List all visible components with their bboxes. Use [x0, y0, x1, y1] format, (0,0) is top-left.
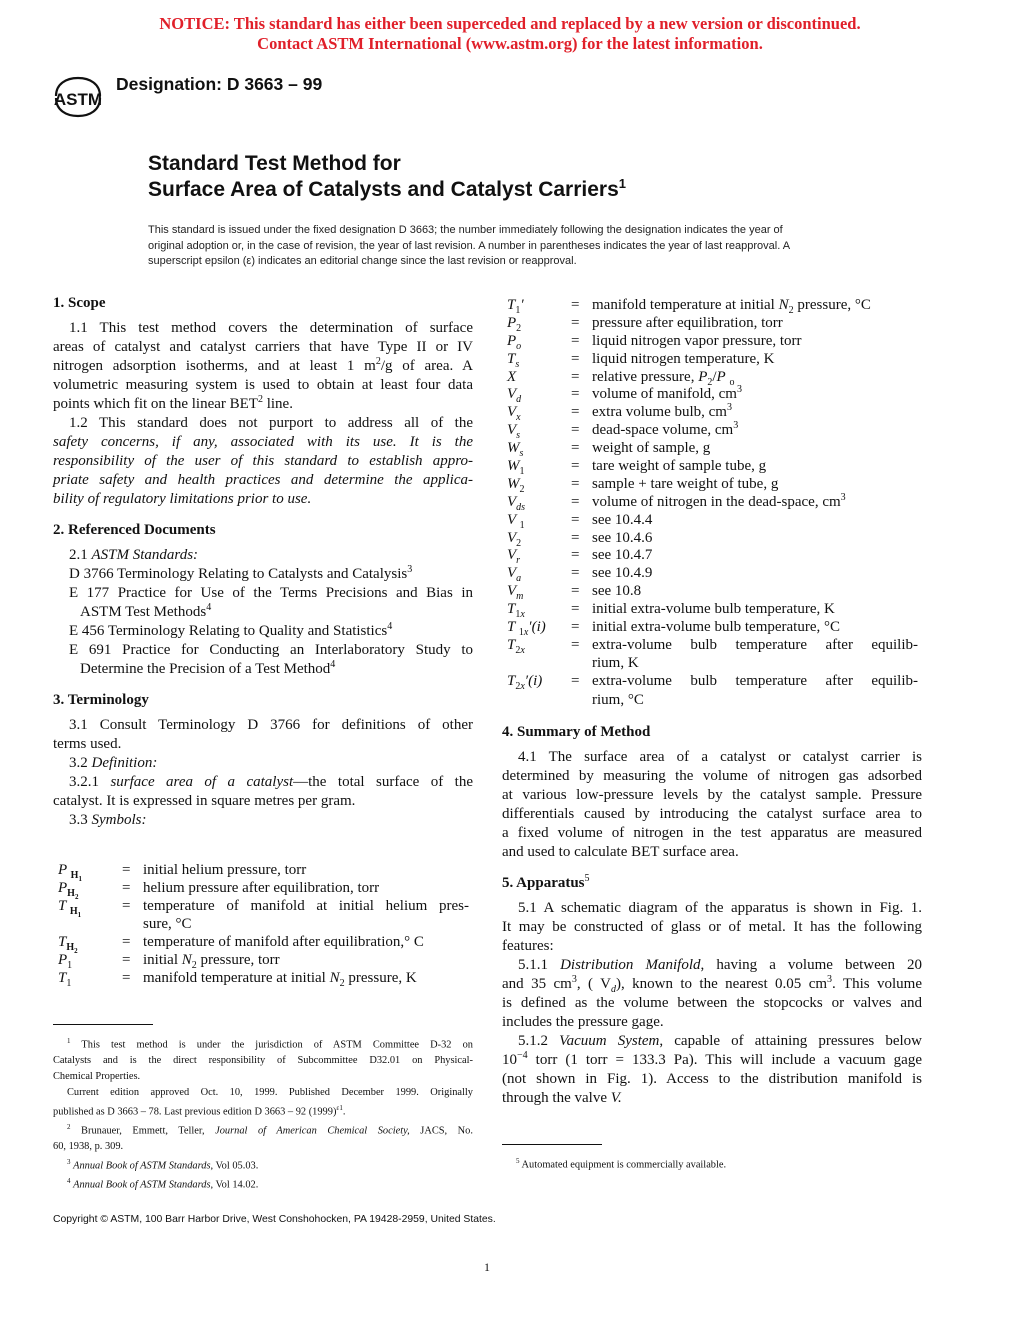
symbol-row: $V_r$ = see 10.4.7: [507, 547, 653, 567]
footnote-line: $^1$ This test method is under the jurisdiction of ASTM Committee D-32 on: [67, 1037, 473, 1051]
footnote-line: published as D 3663 – 78. Last previous edition D 3663 – 92 $(1999)^{\varepsilon 1}$.: [53, 1103, 346, 1118]
page-number: 1: [484, 1260, 490, 1274]
apparatus-line: through the valve V.: [502, 1089, 622, 1106]
symbol-row: T $_{1x}$′(i) = initial extra-volume bulb temperature, °C: [507, 619, 841, 639]
scope-line: nitrogen adsorption isotherms, and at least 1 $m^2/g$ of area. A: [53, 356, 474, 374]
reference-item: E 177 Practice for Use of the Terms Precisions and Bias in: [69, 585, 473, 601]
apparatus-line: includes the pressure gage.: [502, 1013, 664, 1030]
apparatus-line: is defined as the volume between the stopcocks or valves and: [502, 994, 922, 1011]
issuance-note: [148, 223, 838, 270]
symbol-row: T $_{H_1}$ = temperature of manifold at initial helium pres-: [58, 898, 469, 919]
symbol-row: $T_{H_2}$ = temperature of manifold after equilibration,° C: [58, 934, 424, 955]
terminology-line: 3.2.1 surface area of a catalyst—the total surface of the: [69, 774, 474, 790]
symbol-row: sure, °C: [143, 916, 192, 932]
terminology-line: 3.2 Definition:: [69, 755, 158, 771]
footnote-line: Current edition approved Oct. 10, 1999. Published December 1999. Originally: [67, 1086, 473, 1098]
footnote-rule: [53, 1024, 153, 1025]
section-heading-referenced: 2. Referenced Documents: [53, 522, 216, 538]
summary-line: determined by measuring the volume of nitrogen gas adsorbed: [502, 767, 922, 784]
terminology-line: 3.1 Consult Terminology D 3766 for definitions of other: [69, 717, 473, 733]
symbol-row: $T_{2x}'(i)$ = extra-volume bulb temperature after equilib-: [507, 672, 918, 692]
scope-line: points which fit on the linear BET$^2$ line.: [53, 394, 293, 412]
scope-line: 1.1 This test method covers the determination of surface: [69, 320, 473, 336]
section-heading-summary: 4. Summary of Method: [502, 723, 651, 740]
symbol-row: $T_{2x}$ = extra-volume bulb temperature after equilib-: [507, 636, 918, 656]
apparatus-line: features:: [502, 937, 554, 954]
footnotes-left: [53, 1034, 473, 1194]
reference-item: Determine the Precision of a Test Method$^4$: [80, 659, 336, 677]
footnote-line: Catalysts and is the direct responsibility of Subcommittee D32.01 on Physical-: [53, 1055, 473, 1067]
section-heading-terminology: 3. Terminology: [53, 692, 149, 708]
symbol-row: $V_s$ = dead-space volume, $cm^3$: [507, 420, 739, 442]
footnote-line: Chemical Properties.: [53, 1071, 141, 1083]
footnote-line: $^4$ Annual Book of ASTM Standards, Vol 14.02.: [67, 1177, 259, 1191]
astm-logo-lettering: ASTM: [53, 90, 103, 109]
apparatus-line: 5.1.2 Vacuum System, capable of attaining pressures below: [518, 1032, 922, 1049]
reference-item: ASTM Test Methods$^4$: [80, 602, 212, 620]
symbol-row: $W_s$ = weight of sample, g: [507, 440, 711, 460]
reference-item: E 691 Practice for Conducting an Interlaboratory Study to: [69, 642, 473, 658]
title-footnote-mark: 1: [618, 176, 626, 191]
symbol-row: $V_x$ = extra volume bulb, $cm^3$: [507, 402, 732, 424]
footnote-line: $^5$ Automated equipment is commercially available.: [516, 1157, 727, 1171]
symbol-row: X = relative pressure, $P_2/P$ $_o$: [507, 368, 735, 388]
apparatus-line: (not shown in Fig. 1). Access to the distribution manifold is: [502, 1070, 922, 1087]
symbol-row: V $_1$ = see 10.4.4: [507, 511, 653, 531]
section-heading-apparatus: 5. Apparatus$^5$: [502, 872, 590, 891]
notice-line-1: NOTICE: This standard has either been superceded and replaced by a new version or discontinued.: [159, 14, 861, 33]
footnote-line: $^3$ Annual Book of ASTM Standards, Vol 05.03.: [67, 1157, 259, 1172]
terminology-line: 3.3 Symbols:: [69, 812, 147, 828]
reference-item: E 456 Terminology Relating to Quality and Statistics$^4$: [69, 621, 393, 639]
apparatus-line: 5.1.1 Distribution Manifold, having a volume between 20: [518, 956, 923, 973]
referenced-sub: 2.1 ASTM Standards:: [69, 547, 199, 563]
notice-banner: [0, 14, 1020, 54]
summary-line: 4.1 The surface area of a catalyst or catalyst carrier is: [518, 748, 922, 765]
symbol-row: $V_d$ = volume of manifold, $cm^3$: [507, 384, 742, 406]
symbol-row: rium, °C: [592, 691, 644, 708]
scope-line: volumetric measuring system is used to obtain at least four data: [53, 377, 473, 393]
scope-line: 1.2 This standard does not purport to address all of the: [69, 415, 473, 431]
symbol-row: $T_1'$ = manifold temperature at initial $N_2$ pressure, °C: [507, 297, 871, 316]
symbol-row: $T_s$ = liquid nitrogen temperature, K: [507, 350, 775, 370]
title-line-1: Standard Test Method for: [148, 152, 401, 175]
scope-line: priate safety and health practices and determine the applica-: [53, 472, 473, 488]
scope-line: safety concerns, if any, associated with its use. It is the: [53, 434, 473, 450]
scope-line: areas of catalyst and catalyst carriers that have Type II or IV: [53, 339, 473, 355]
notice-line-2: Contact ASTM International (www.astm.org) for the latest information.: [257, 34, 763, 53]
apparatus-line: It may be constructed of glass or of metal. It has the following: [502, 918, 922, 935]
apparatus-line: $10^{-4}$ torr (1 torr = 133.3 Pa). This will include a vacuum gage: [502, 1049, 922, 1068]
symbol-row: $P_{H_2}$ = helium pressure after equilibration, torr: [58, 880, 380, 901]
issuance-line: superscript epsilon (ε) indicates an editorial change since the last revision or reapproval.: [148, 255, 577, 267]
reference-item: D 3766 Terminology Relating to Catalysts and Catalysis$^3$: [69, 564, 413, 582]
footnotes-right: [502, 1154, 922, 1173]
symbol-row: rium, K: [592, 654, 639, 671]
terminology-line: terms used.: [53, 736, 122, 752]
scope-line: bility of regulatory limitations prior to use.: [53, 491, 312, 507]
summary-line: at various low-pressure levels by the catalyst sample. Pressure: [502, 786, 922, 803]
apparatus-line: 5.1 A schematic diagram of the apparatus is shown in Fig. 1.: [518, 899, 922, 916]
copyright: Copyright © ASTM, 100 Barr Harbor Drive, West Conshohocken, PA 19428-2959, United States.: [53, 1214, 496, 1225]
summary-line: a fixed volume of nitrogen in the test apparatus are measured: [502, 824, 922, 841]
designation: Designation: D 3663 – 99: [116, 74, 323, 94]
scope-line: responsibility of the user of this standard to establish appro-: [53, 453, 473, 469]
symbol-row: $T_1$ = manifold temperature at initial $N_2$ pressure, K: [58, 970, 417, 989]
title-main: Surface Area of Catalysts and Catalyst Carriers: [148, 178, 619, 201]
symbol-row: $W_1$ = tare weight of sample tube, g: [507, 458, 767, 478]
symbol-row: $P_2$ = pressure after equilibration, torr: [507, 314, 783, 334]
left-column: [53, 294, 473, 987]
symbol-row: $P_1$ = initial $N_2$ pressure, torr: [58, 952, 280, 971]
right-column: [502, 296, 922, 1108]
symbol-row: $P_o$ = liquid nitrogen vapor pressure, torr: [507, 332, 802, 352]
section-heading-scope: 1. Scope: [53, 295, 106, 311]
footnote-rule: [502, 1144, 602, 1145]
symbol-row: $W_2$ = sample + tare weight of tube, g: [507, 475, 779, 495]
title-line-2: [148, 176, 626, 202]
terminology-line: catalyst. It is expressed in square metres per gram.: [53, 793, 356, 809]
issuance-line: original adoption or, in the case of revision, the year of last revision. A number in parentheses indicates the year of last reapproval. A: [148, 239, 791, 252]
footnote-line: $^2$ Brunauer, Emmett, Teller, Journal of American Chemical Society, JACS, No.: [67, 1122, 473, 1137]
footnote-line: 60, 1938, p. 309.: [53, 1141, 124, 1153]
apparatus-line: and 35 $cm^3$, ( $V_d$), known to the nearest 0.05 $cm^3$. This volume: [502, 973, 923, 995]
astm-logo-icon: [52, 76, 104, 118]
summary-line: and used to calculate BET surface area.: [502, 843, 739, 860]
symbol-row: $V_a$ = see 10.4.9: [507, 565, 653, 585]
symbol-row: $V_m$ = see 10.8: [507, 583, 642, 603]
symbol-row: P $_{H_1}$ = initial helium pressure, torr: [58, 862, 307, 883]
symbol-row: $V_2$ = see 10.4.6: [507, 529, 653, 549]
symbol-row: $V_{ds}$ = volume of nitrogen in the dead-space, $cm^3$: [507, 491, 846, 513]
issuance-line: This standard is issued under the fixed designation D 3663; the number immediately following the designation indicates the year of: [148, 224, 783, 236]
summary-line: differentials caused by introducing the catalyst surface area to: [502, 805, 922, 822]
symbol-row: $T_{1x}$ = initial extra-volume bulb temperature, K: [507, 601, 835, 621]
